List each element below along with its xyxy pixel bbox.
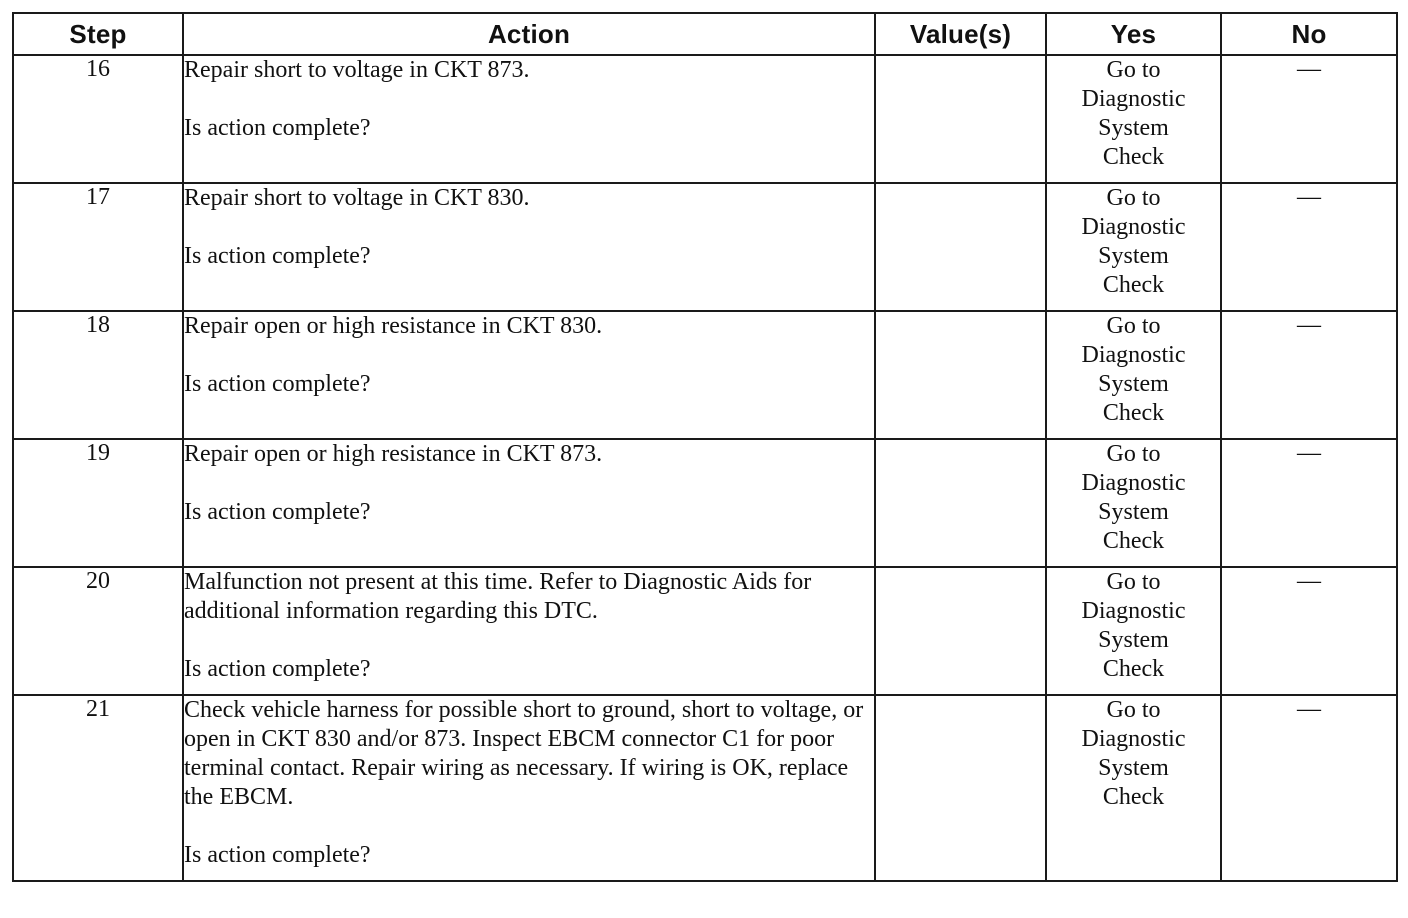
table-body bbox=[13, 55, 1397, 881]
action-cell bbox=[183, 55, 875, 183]
action-cell bbox=[183, 439, 875, 567]
yes-line: Go to bbox=[1106, 569, 1161, 595]
yes-line: Check bbox=[1102, 528, 1165, 554]
yes-line: Check bbox=[1102, 144, 1165, 170]
action-question: Is action complete? bbox=[184, 243, 371, 269]
action-text: Repair short to voltage in CKT 873. bbox=[184, 57, 530, 83]
action-cell bbox=[183, 183, 875, 311]
yes-line: Go to bbox=[1106, 57, 1161, 83]
yes-line: System bbox=[1098, 243, 1169, 269]
yes-line: Diagnostic bbox=[1081, 86, 1186, 112]
yes-cell bbox=[1046, 567, 1221, 695]
table-row bbox=[13, 695, 1397, 881]
yes-line: Check bbox=[1102, 656, 1165, 682]
yes-line: Diagnostic bbox=[1081, 342, 1186, 368]
yes-line: Diagnostic bbox=[1081, 598, 1186, 624]
value-cell bbox=[875, 183, 1046, 311]
value-cell bbox=[875, 567, 1046, 695]
yes-line: Go to bbox=[1106, 313, 1161, 339]
table-row bbox=[13, 439, 1397, 567]
yes-line: System bbox=[1098, 627, 1169, 653]
yes-line: Diagnostic bbox=[1081, 214, 1186, 240]
yes-line: System bbox=[1098, 371, 1169, 397]
step-number: 21 bbox=[13, 695, 183, 881]
value-cell bbox=[875, 439, 1046, 567]
header-no: No bbox=[1221, 13, 1397, 55]
yes-line: Check bbox=[1102, 272, 1165, 298]
yes-cell bbox=[1046, 311, 1221, 439]
yes-line: Diagnostic bbox=[1081, 470, 1186, 496]
yes-line: Check bbox=[1102, 400, 1165, 426]
header-row bbox=[13, 13, 1397, 55]
yes-line: Go to bbox=[1106, 441, 1161, 467]
value-cell bbox=[875, 695, 1046, 881]
action-question: Is action complete? bbox=[184, 499, 371, 525]
action-text: Repair open or high resistance in CKT 830. bbox=[184, 313, 603, 339]
no-cell: — bbox=[1221, 183, 1397, 311]
value-cell bbox=[875, 311, 1046, 439]
action-cell bbox=[183, 311, 875, 439]
header-step: Step bbox=[13, 13, 183, 55]
step-number: 19 bbox=[13, 439, 183, 567]
step-number: 18 bbox=[13, 311, 183, 439]
table-row bbox=[13, 567, 1397, 695]
action-text: Repair open or high resistance in CKT 873. bbox=[184, 441, 603, 467]
header-yes: Yes bbox=[1046, 13, 1221, 55]
no-cell: — bbox=[1221, 311, 1397, 439]
value-cell bbox=[875, 55, 1046, 183]
table-header bbox=[13, 13, 1397, 55]
yes-line: Go to bbox=[1106, 185, 1161, 211]
no-cell: — bbox=[1221, 695, 1397, 881]
table-row bbox=[13, 55, 1397, 183]
action-text: Check vehicle harness for possible short to ground, short to voltage, or open in CKT 830 and/or 873. Inspect EBCM connector C1 for poor terminal contact. Repair wiring as necessary. If wiring is OK, replace the EBCM. bbox=[184, 697, 864, 810]
action-text: Repair short to voltage in CKT 830. bbox=[184, 185, 530, 211]
no-cell: — bbox=[1221, 439, 1397, 567]
yes-cell bbox=[1046, 439, 1221, 567]
yes-line: System bbox=[1098, 115, 1169, 141]
yes-line: Go to bbox=[1106, 697, 1161, 723]
yes-cell bbox=[1046, 695, 1221, 881]
yes-cell bbox=[1046, 183, 1221, 311]
step-number: 16 bbox=[13, 55, 183, 183]
yes-line: System bbox=[1098, 755, 1169, 781]
step-number: 17 bbox=[13, 183, 183, 311]
step-number: 20 bbox=[13, 567, 183, 695]
action-question: Is action complete? bbox=[184, 842, 371, 868]
action-cell bbox=[183, 567, 875, 695]
table-row bbox=[13, 311, 1397, 439]
header-values: Value(s) bbox=[875, 13, 1046, 55]
action-question: Is action complete? bbox=[184, 115, 371, 141]
action-text: Malfunction not present at this time. Refer to Diagnostic Aids for additional information regarding this DTC. bbox=[184, 569, 812, 624]
header-action: Action bbox=[183, 13, 875, 55]
yes-line: System bbox=[1098, 499, 1169, 525]
action-question: Is action complete? bbox=[184, 656, 371, 682]
yes-line: Check bbox=[1102, 784, 1165, 810]
diagnostic-table bbox=[12, 12, 1398, 882]
action-question: Is action complete? bbox=[184, 371, 371, 397]
action-cell bbox=[183, 695, 875, 881]
yes-cell bbox=[1046, 55, 1221, 183]
yes-line: Diagnostic bbox=[1081, 726, 1186, 752]
table-row bbox=[13, 183, 1397, 311]
no-cell: — bbox=[1221, 55, 1397, 183]
no-cell: — bbox=[1221, 567, 1397, 695]
